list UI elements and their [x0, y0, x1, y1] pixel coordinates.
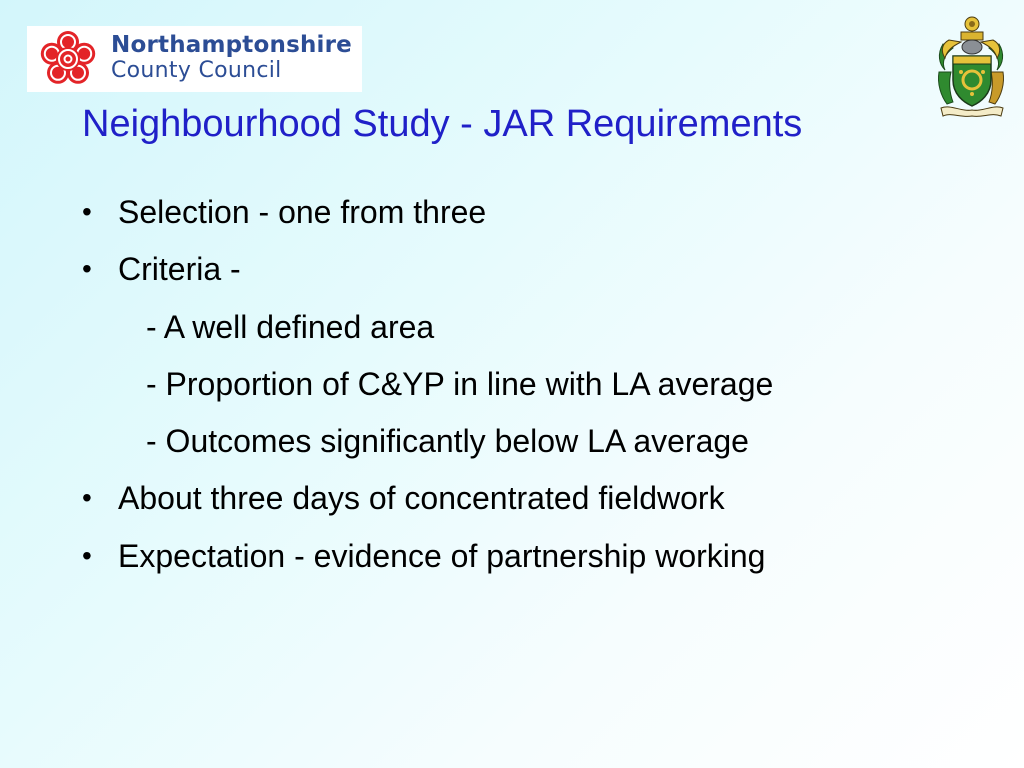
list-item-text: Criteria -: [118, 251, 241, 288]
sub-list-item: [78, 419, 978, 476]
list-item: [78, 190, 978, 247]
bullet-marker: •: [82, 196, 92, 227]
slide-title: Neighbourhood Study - JAR Requirements: [82, 103, 803, 145]
council-logo: [27, 26, 362, 92]
logo-name-line2: County Council: [111, 58, 282, 83]
list-item: [78, 534, 978, 591]
bullet-marker: •: [82, 539, 92, 571]
bullet-marker: •: [82, 482, 92, 514]
list-item-text: - Proportion of C&YP in line with LA average: [146, 365, 774, 402]
list-item-text: Selection - one from three: [118, 194, 487, 230]
bullet-list: [78, 190, 978, 591]
list-item: [78, 247, 978, 304]
list-item: [78, 476, 978, 533]
northamptonshire-rose-icon: [33, 30, 103, 88]
list-item-text: - Outcomes significantly below LA average: [146, 423, 749, 460]
list-item-text: About three days of concentrated fieldwork: [118, 480, 725, 517]
list-item-text: - A well defined area: [146, 308, 435, 345]
list-item-text: Expectation - evidence of partnership working: [118, 537, 766, 574]
sub-list-item: [78, 305, 978, 362]
sub-list-item: [78, 362, 978, 419]
bullet-marker: •: [82, 253, 92, 285]
logo-name-line1: Northamptonshire: [111, 32, 352, 58]
